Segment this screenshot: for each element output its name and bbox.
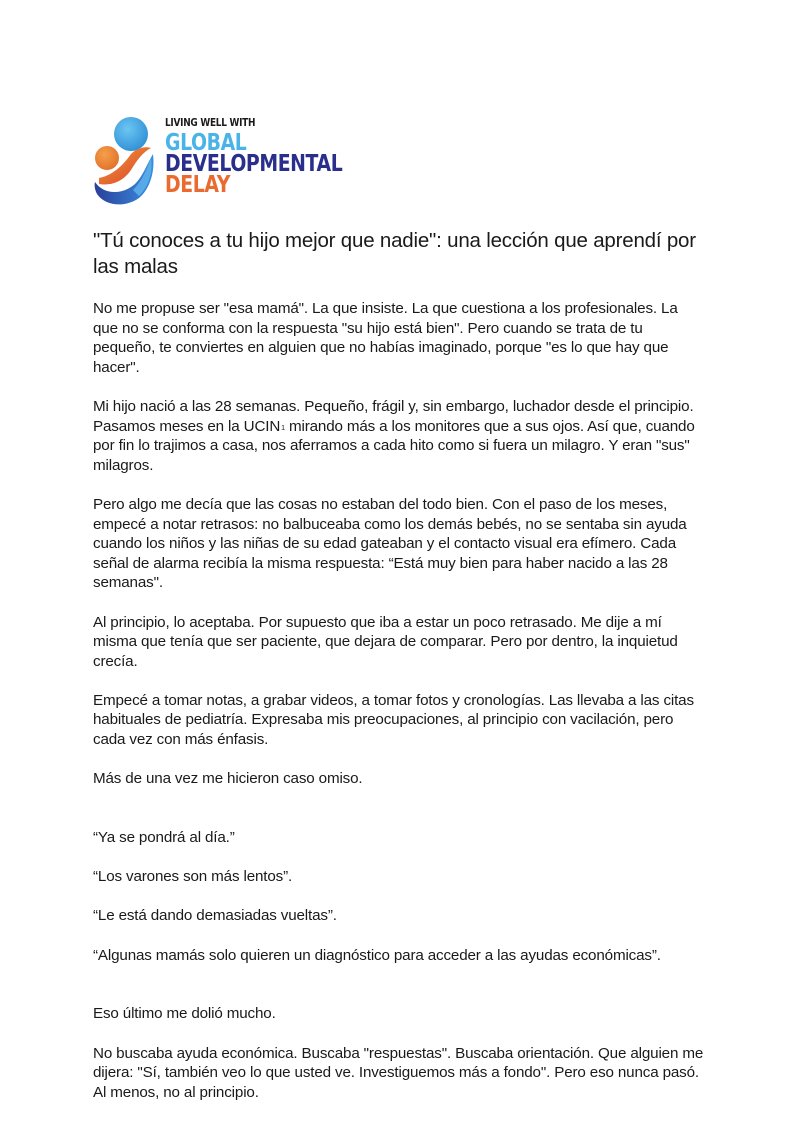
logo-line-delay: DELAY bbox=[165, 171, 230, 198]
footnote-marker[interactable]: 1 bbox=[281, 424, 285, 432]
paragraph-text: mirando más a los monitores que a sus ojos. Así que, cuando por fin lo trajimos a casa, nos aferramos a cada hito como si fuera un milagro. Y eran "sus" milagros. bbox=[93, 417, 695, 474]
paragraph: Pero algo me decía que las cosas no estaban del todo bien. Con el paso de los meses, empecé a notar retrasos: no balbuceaba como los demás bebés, no se sentaba sin ayuda cuando los niños y las niñas de su edad gateaban y el contacto visual era efímero. Cada señal de alarma recibía la misma respuesta: “Está muy bien para haber nacido a las 28 semanas". bbox=[93, 495, 687, 592]
logo-line-global: GLOBAL bbox=[165, 129, 247, 156]
logo-line-developmental: DEVELOPMENTAL bbox=[165, 150, 343, 177]
paragraph: No buscaba ayuda económica. Buscaba "respuestas". Buscaba orientación. Que alguien me dijera: "Sí, también veo lo que usted ve. Investiguemos más a fondo". Pero eso nunca pasó. Al menos, no al principio. bbox=[93, 1044, 704, 1101]
paragraph: Más de una vez me hicieron caso omiso. bbox=[93, 770, 363, 788]
article-title: "Tú conoces a tu hijo mejor que nadie": una lección que aprendí por las malas bbox=[93, 229, 696, 278]
paragraph-text: Mi hijo nació a las 28 semanas. Pequeño, frágil y, sin embargo, luchador desde el principio. Pasamos meses en la UCIN bbox=[93, 397, 694, 435]
logo-mark-icon bbox=[93, 114, 157, 208]
paragraph: No me propuse ser "esa mamá". La que insiste. La que cuestiona a los profesionales. La que no se conforma con la respuesta "su hijo está bien". Pero cuando se trata de tu pequeño, te conviertes en alguien que no habías imaginado, porque "es lo que hay que hacer". bbox=[93, 300, 678, 376]
paragraph: Eso último me dolió mucho. bbox=[93, 1005, 276, 1023]
logo-kicker: LIVING WELL WITH bbox=[165, 117, 256, 129]
paragraph bbox=[93, 397, 705, 475]
quote-line: “Algunas mamás solo quieren un diagnóstico para acceder a las ayudas económicas”. bbox=[93, 946, 661, 964]
quote-line: “Le está dando demasiadas vueltas”. bbox=[93, 907, 337, 925]
article bbox=[93, 228, 705, 1122]
logo bbox=[93, 114, 353, 210]
logo-wordmark bbox=[165, 118, 381, 196]
quote-line: “Ya se pondrá al día.” bbox=[93, 829, 235, 847]
paragraph: Al principio, lo aceptaba. Por supuesto que iba a estar un poco retrasado. Me dije a mí misma que tenía que ser paciente, que dejara de comparar. Pero por dentro, la inquietud crecía. bbox=[93, 613, 678, 670]
paragraph: Empecé a tomar notas, a grabar videos, a tomar fotos y cronologías. Las llevaba a las citas habituales de pediatría. Expresaba mis preocupaciones, al principio con vacilación, pero cada vez con más énfasis. bbox=[93, 691, 694, 749]
quote-line: “Los varones son más lentos”. bbox=[93, 868, 293, 886]
quote-list bbox=[93, 808, 705, 984]
